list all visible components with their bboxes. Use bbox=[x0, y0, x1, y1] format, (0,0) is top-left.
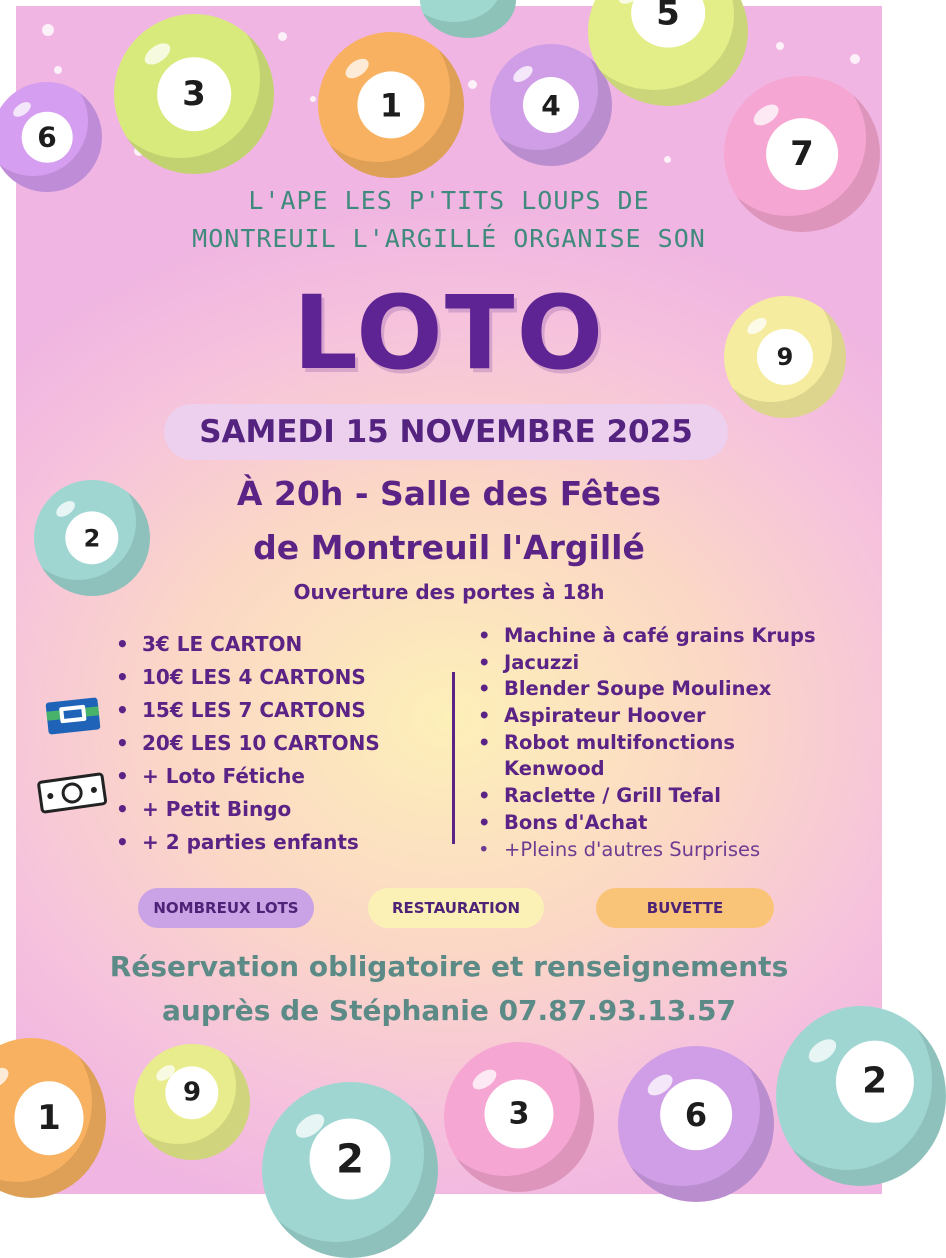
bingo-ball: 4 bbox=[490, 44, 612, 166]
prize-item: • Blender Soupe Moulinex bbox=[478, 676, 816, 703]
price-item: • + Loto Fétiche bbox=[116, 760, 380, 793]
column-divider bbox=[452, 672, 455, 844]
contact-line-2: auprès de Stéphanie 07.87.93.13.57 bbox=[162, 994, 736, 1027]
loto-poster bbox=[16, 0, 888, 1194]
sparkle-dot bbox=[54, 66, 62, 74]
price-list bbox=[116, 628, 380, 859]
prize-item: • Jacuzzi bbox=[478, 650, 816, 677]
prize-item: • +Pleins d'autres Surprises bbox=[478, 837, 816, 864]
venue-line-1: À 20h - Salle des Fêtes bbox=[236, 474, 662, 513]
event-date bbox=[164, 404, 728, 460]
price-item: • 10€ LES 4 CARTONS bbox=[116, 661, 380, 694]
bingo-ball: 2 bbox=[776, 1006, 946, 1186]
prize-item: • Bons d'Achat bbox=[478, 810, 816, 837]
sparkle-dot bbox=[664, 156, 671, 163]
price-item: • 20€ LES 10 CARTONS bbox=[116, 727, 380, 760]
sparkle-dot bbox=[310, 96, 316, 102]
prize-item: • Aspirateur Hoover bbox=[478, 703, 816, 730]
bingo-ball: 3 bbox=[114, 14, 274, 174]
prize-item: • Robot multifonctions bbox=[478, 730, 816, 757]
bingo-ball: 2 bbox=[34, 480, 150, 596]
price-item: • 15€ LES 7 CARTONS bbox=[116, 694, 380, 727]
price-item: • + 2 parties enfants bbox=[116, 826, 380, 859]
event-date-text: SAMEDI 15 NOVEMBRE 2025 bbox=[199, 414, 693, 450]
contact-line-1: Réservation obligatoire et renseignements bbox=[109, 950, 789, 983]
bingo-ball: 5 bbox=[588, 0, 748, 106]
bingo-ball: 6 bbox=[0, 82, 102, 192]
bingo-ball: 1 bbox=[318, 32, 464, 178]
prize-item-continued: Kenwood bbox=[504, 757, 605, 781]
bingo-ball: 9 bbox=[724, 296, 846, 418]
venue-line-2: de Montreuil l'Argillé bbox=[253, 528, 645, 567]
badge-buvette: BUVETTE bbox=[596, 888, 774, 928]
banknote-icon bbox=[36, 768, 108, 816]
sparkle-dot bbox=[776, 42, 784, 50]
bingo-ball: 3 bbox=[444, 1042, 594, 1192]
organizer-line-1: L'APE LES P'TITS LOUPS DE bbox=[248, 186, 650, 215]
price-item: • 3€ LE CARTON bbox=[116, 628, 380, 661]
prize-item: • Machine à café grains Krups bbox=[478, 623, 816, 650]
badge-nombreux-lots: NOMBREUX LOTS bbox=[138, 888, 314, 928]
badge-restauration: RESTAURATION bbox=[368, 888, 544, 928]
organizer-line-2: MONTREUIL L'ARGILLÉ ORGANISE SON bbox=[192, 224, 706, 253]
bingo-ball: 6 bbox=[618, 1046, 774, 1202]
doors-opening: Ouverture des portes à 18h bbox=[293, 580, 605, 604]
bingo-ball bbox=[420, 0, 516, 38]
bingo-ball: 2 bbox=[262, 1082, 438, 1258]
event-title: LOTO bbox=[292, 274, 606, 393]
bingo-ball: 1 bbox=[0, 1038, 106, 1198]
prize-list bbox=[478, 623, 816, 863]
credit-card-icon bbox=[44, 694, 102, 738]
sparkle-dot bbox=[278, 32, 287, 41]
bingo-ball: 9 bbox=[134, 1044, 250, 1160]
price-item: • + Petit Bingo bbox=[116, 793, 380, 826]
sparkle-dot bbox=[468, 80, 477, 89]
prize-item: • Raclette / Grill Tefal bbox=[478, 783, 816, 810]
sparkle-dot bbox=[850, 54, 860, 64]
sparkle-dot bbox=[42, 24, 54, 36]
bingo-ball: 7 bbox=[724, 76, 880, 232]
